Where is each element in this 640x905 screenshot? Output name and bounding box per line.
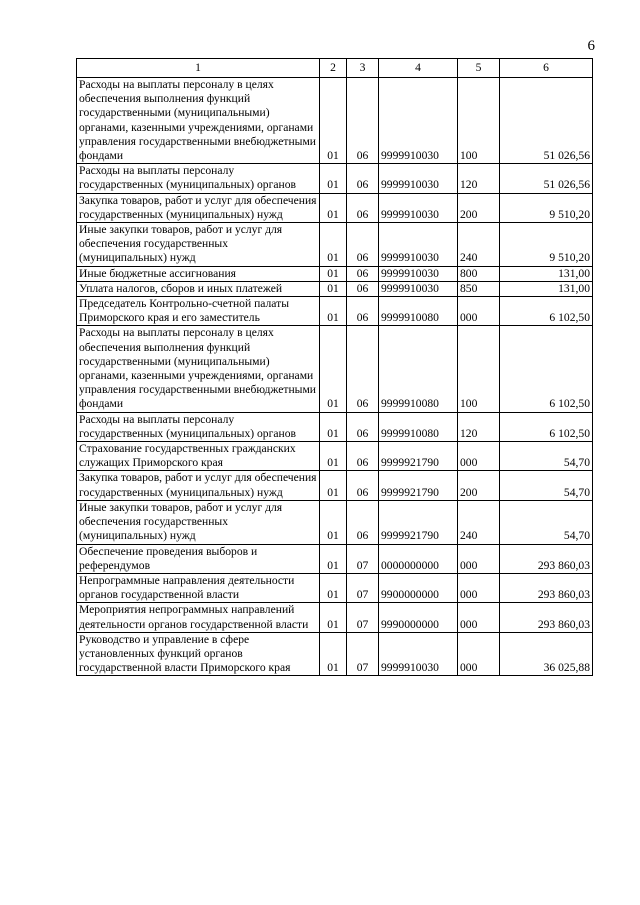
cell-section: 01 [320, 603, 347, 632]
cell-target-article: 9999921790 [379, 442, 458, 471]
cell-subsection: 07 [347, 544, 379, 573]
header-col-expense-type: 5 [458, 59, 500, 78]
table-row [77, 500, 593, 544]
cell-target-article: 9990000000 [379, 603, 458, 632]
cell-expense-type: 120 [458, 164, 500, 193]
cell-target-article: 9999910030 [379, 281, 458, 296]
table-header-row [77, 59, 593, 78]
cell-name: Расходы на выплаты персоналу в целях обеспечения выполнения функций государственными (муниципальными) органами, казенными учреждениями, органами управления государственными внебюджетными фондами [77, 78, 320, 164]
cell-sum: 9 510,20 [500, 193, 593, 222]
cell-expense-type: 100 [458, 78, 500, 164]
cell-name: Закупка товаров, работ и услуг для обеспечения государственных (муниципальных) нужд [77, 471, 320, 500]
table-row [77, 193, 593, 222]
cell-subsection: 07 [347, 573, 379, 602]
cell-sum: 54,70 [500, 500, 593, 544]
cell-name: Иные закупки товаров, работ и услуг для обеспечения государственных (муниципальных) нужд [77, 223, 320, 267]
cell-target-article: 9900000000 [379, 573, 458, 602]
cell-target-article: 9999910030 [379, 78, 458, 164]
cell-expense-type: 000 [458, 632, 500, 676]
cell-name: Руководство и управление в сфере установленных функций органов государственной власти Приморского края [77, 632, 320, 676]
cell-sum: 36 025,88 [500, 632, 593, 676]
cell-section: 01 [320, 281, 347, 296]
cell-subsection: 06 [347, 500, 379, 544]
cell-expense-type: 000 [458, 544, 500, 573]
cell-subsection: 06 [347, 78, 379, 164]
cell-subsection: 06 [347, 442, 379, 471]
cell-name: Закупка товаров, работ и услуг для обеспечения государственных (муниципальных) нужд [77, 193, 320, 222]
cell-section: 01 [320, 223, 347, 267]
cell-expense-type: 000 [458, 573, 500, 602]
cell-section: 01 [320, 164, 347, 193]
header-col-section: 2 [320, 59, 347, 78]
table-body [77, 78, 593, 676]
cell-subsection: 06 [347, 193, 379, 222]
header-col-target-article: 4 [379, 59, 458, 78]
cell-name: Расходы на выплаты персоналу в целях обеспечения выполнения функций государственными (муниципальными) органами, казенными учреждениями, органами управления государственными внебюджетными фондами [77, 326, 320, 412]
cell-sum: 131,00 [500, 266, 593, 281]
table-row [77, 412, 593, 441]
cell-name: Обеспечение проведения выборов и референдумов [77, 544, 320, 573]
header-col-name: 1 [77, 59, 320, 78]
cell-sum: 6 102,50 [500, 326, 593, 412]
cell-target-article: 9999910030 [379, 266, 458, 281]
cell-section: 01 [320, 544, 347, 573]
cell-name: Иные закупки товаров, работ и услуг для обеспечения государственных (муниципальных) нужд [77, 500, 320, 544]
cell-target-article: 9999910080 [379, 297, 458, 326]
cell-subsection: 06 [347, 266, 379, 281]
table-row [77, 223, 593, 267]
cell-target-article: 9999910030 [379, 164, 458, 193]
cell-subsection: 06 [347, 164, 379, 193]
cell-target-article: 9999921790 [379, 471, 458, 500]
cell-section: 01 [320, 500, 347, 544]
cell-subsection: 07 [347, 632, 379, 676]
cell-name: Уплата налогов, сборов и иных платежей [77, 281, 320, 296]
cell-expense-type: 200 [458, 193, 500, 222]
header-col-sum: 6 [500, 59, 593, 78]
cell-section: 01 [320, 78, 347, 164]
table-row [77, 573, 593, 602]
table-row [77, 266, 593, 281]
cell-section: 01 [320, 266, 347, 281]
cell-expense-type: 200 [458, 471, 500, 500]
cell-sum: 9 510,20 [500, 223, 593, 267]
cell-expense-type: 000 [458, 603, 500, 632]
cell-section: 01 [320, 632, 347, 676]
cell-sum: 54,70 [500, 471, 593, 500]
cell-section: 01 [320, 471, 347, 500]
cell-section: 01 [320, 573, 347, 602]
cell-expense-type: 100 [458, 326, 500, 412]
table-row [77, 442, 593, 471]
cell-name: Страхование государственных гражданских служащих Приморского края [77, 442, 320, 471]
cell-section: 01 [320, 442, 347, 471]
cell-target-article: 9999921790 [379, 500, 458, 544]
cell-subsection: 06 [347, 223, 379, 267]
cell-sum: 54,70 [500, 442, 593, 471]
cell-target-article: 0000000000 [379, 544, 458, 573]
table-row [77, 297, 593, 326]
table-row [77, 164, 593, 193]
cell-name: Мероприятия непрограммных направлений деятельности органов государственной власти [77, 603, 320, 632]
header-col-subsection: 3 [347, 59, 379, 78]
cell-expense-type: 240 [458, 500, 500, 544]
cell-expense-type: 240 [458, 223, 500, 267]
cell-name: Председатель Контрольно-счетной палаты Приморского края и его заместитель [77, 297, 320, 326]
table-row [77, 632, 593, 676]
table-row [77, 326, 593, 412]
cell-section: 01 [320, 412, 347, 441]
cell-section: 01 [320, 326, 347, 412]
cell-name: Иные бюджетные ассигнования [77, 266, 320, 281]
table-row [77, 471, 593, 500]
cell-target-article: 9999910030 [379, 632, 458, 676]
cell-target-article: 9999910080 [379, 412, 458, 441]
budget-table [76, 58, 593, 676]
cell-sum: 51 026,56 [500, 78, 593, 164]
cell-name: Расходы на выплаты персоналу государственных (муниципальных) органов [77, 164, 320, 193]
cell-section: 01 [320, 193, 347, 222]
table-row [77, 603, 593, 632]
cell-expense-type: 000 [458, 297, 500, 326]
table-row [77, 281, 593, 296]
cell-name: Непрограммные направления деятельности органов государственной власти [77, 573, 320, 602]
cell-target-article: 9999910080 [379, 326, 458, 412]
cell-expense-type: 850 [458, 281, 500, 296]
cell-sum: 293 860,03 [500, 544, 593, 573]
table-row [77, 78, 593, 164]
page-number: 6 [587, 38, 595, 54]
cell-sum: 293 860,03 [500, 603, 593, 632]
table-row [77, 544, 593, 573]
cell-subsection: 06 [347, 281, 379, 296]
cell-expense-type: 000 [458, 442, 500, 471]
cell-subsection: 07 [347, 603, 379, 632]
cell-sum: 6 102,50 [500, 412, 593, 441]
cell-subsection: 06 [347, 297, 379, 326]
cell-sum: 131,00 [500, 281, 593, 296]
cell-subsection: 06 [347, 326, 379, 412]
cell-expense-type: 800 [458, 266, 500, 281]
cell-sum: 51 026,56 [500, 164, 593, 193]
cell-subsection: 06 [347, 412, 379, 441]
cell-target-article: 9999910030 [379, 193, 458, 222]
cell-section: 01 [320, 297, 347, 326]
cell-target-article: 9999910030 [379, 223, 458, 267]
cell-subsection: 06 [347, 471, 379, 500]
cell-name: Расходы на выплаты персоналу государственных (муниципальных) органов [77, 412, 320, 441]
cell-sum: 6 102,50 [500, 297, 593, 326]
cell-expense-type: 120 [458, 412, 500, 441]
cell-sum: 293 860,03 [500, 573, 593, 602]
